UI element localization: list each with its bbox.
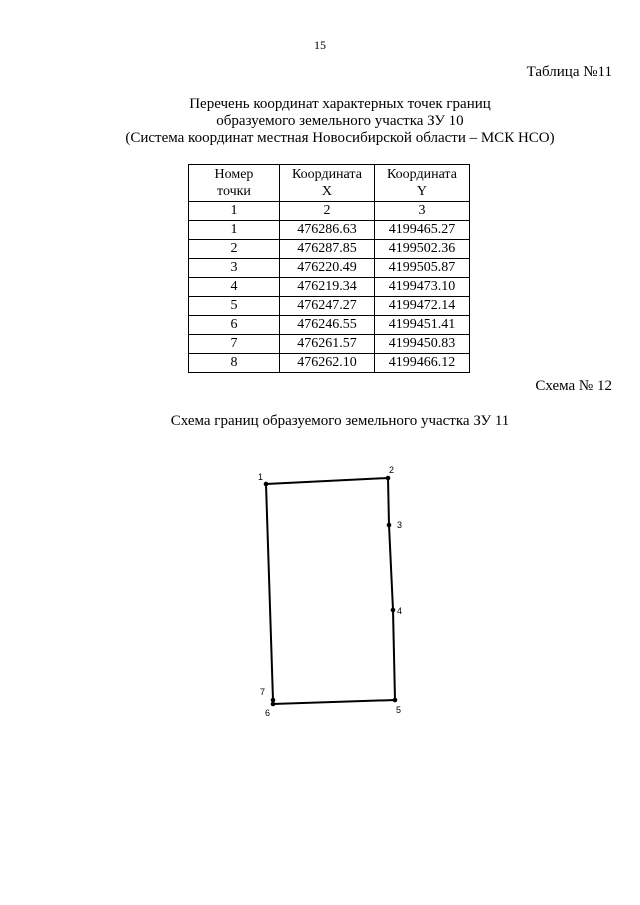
table-caption: Таблица №11 xyxy=(526,64,612,80)
table-row xyxy=(189,278,470,297)
scheme-title: Схема границ образуемого земельного участка ЗУ 11 xyxy=(170,413,510,429)
table-header-row xyxy=(189,165,470,202)
table-row xyxy=(189,297,470,316)
header-line: Y xyxy=(416,184,428,199)
parcel-outline xyxy=(266,478,395,704)
point-label-1: 1 xyxy=(258,472,264,482)
point-label-7: 7 xyxy=(260,687,266,697)
boundary-point-2 xyxy=(386,476,391,481)
coordinates-table xyxy=(188,164,470,373)
coordinate-y: 4199472.14 xyxy=(374,297,469,316)
scheme-caption: Схема № 12 xyxy=(535,378,612,394)
point-number: 5 xyxy=(189,297,280,316)
point-label-4: 4 xyxy=(397,606,403,616)
point-number: 1 xyxy=(189,221,280,240)
heading-line: образуемого земельного участка ЗУ 10 xyxy=(216,113,464,129)
heading-line: (Система координат местная Новосибирской области – МСК НСО) xyxy=(125,130,555,146)
coordinate-x: 476261.57 xyxy=(279,335,374,354)
coordinate-x: 476287.85 xyxy=(279,240,374,259)
header-point-number xyxy=(189,165,280,202)
column-numbering-row xyxy=(189,202,470,221)
table-row xyxy=(189,240,470,259)
coordinate-x: 476219.34 xyxy=(279,278,374,297)
page-number: 15 xyxy=(314,38,326,52)
table-row xyxy=(189,221,470,240)
header-line: точки xyxy=(217,184,251,199)
point-label-5: 5 xyxy=(396,705,402,715)
header-line: X xyxy=(321,184,332,199)
boundary-point-5 xyxy=(393,698,398,703)
coordinate-y: 4199451.41 xyxy=(374,316,469,335)
coordinate-y: 4199466.12 xyxy=(374,354,469,373)
column-number: 2 xyxy=(279,202,374,221)
boundary-point-3 xyxy=(387,523,392,528)
point-number: 6 xyxy=(189,316,280,335)
boundary-point-1 xyxy=(264,482,269,487)
point-number: 4 xyxy=(189,278,280,297)
point-number: 2 xyxy=(189,240,280,259)
point-number: 8 xyxy=(189,354,280,373)
point-number: 7 xyxy=(189,335,280,354)
column-number: 3 xyxy=(374,202,469,221)
header-line: Координата xyxy=(291,167,362,182)
coordinate-y: 4199505.87 xyxy=(374,259,469,278)
coordinate-x: 476247.27 xyxy=(279,297,374,316)
table-heading xyxy=(0,96,640,147)
coordinate-y: 4199473.10 xyxy=(374,278,469,297)
column-number: 1 xyxy=(189,202,280,221)
table-row xyxy=(189,259,470,278)
coordinate-y: 4199502.36 xyxy=(374,240,469,259)
table-row xyxy=(189,354,470,373)
boundary-point-4 xyxy=(391,608,396,613)
table-row xyxy=(189,335,470,354)
table-row xyxy=(189,316,470,335)
coordinate-x: 476246.55 xyxy=(279,316,374,335)
heading-line: Перечень координат характерных точек границ xyxy=(189,96,491,112)
coordinate-y: 4199465.27 xyxy=(374,221,469,240)
header-coordinate-y xyxy=(374,165,469,202)
coordinate-x: 476286.63 xyxy=(279,221,374,240)
point-label-6: 6 xyxy=(265,708,271,718)
point-number: 3 xyxy=(189,259,280,278)
header-line: Координата xyxy=(387,167,457,182)
header-coordinate-x xyxy=(279,165,374,202)
coordinate-x: 476220.49 xyxy=(279,259,374,278)
parcel-boundary-scheme xyxy=(240,450,430,730)
boundary-point-7 xyxy=(271,698,276,703)
header-line: Номер xyxy=(214,167,254,182)
point-label-3: 3 xyxy=(397,520,403,530)
boundary-point-6 xyxy=(271,702,276,707)
coordinate-y: 4199450.83 xyxy=(374,335,469,354)
coordinate-x: 476262.10 xyxy=(279,354,374,373)
point-label-2: 2 xyxy=(389,465,395,475)
